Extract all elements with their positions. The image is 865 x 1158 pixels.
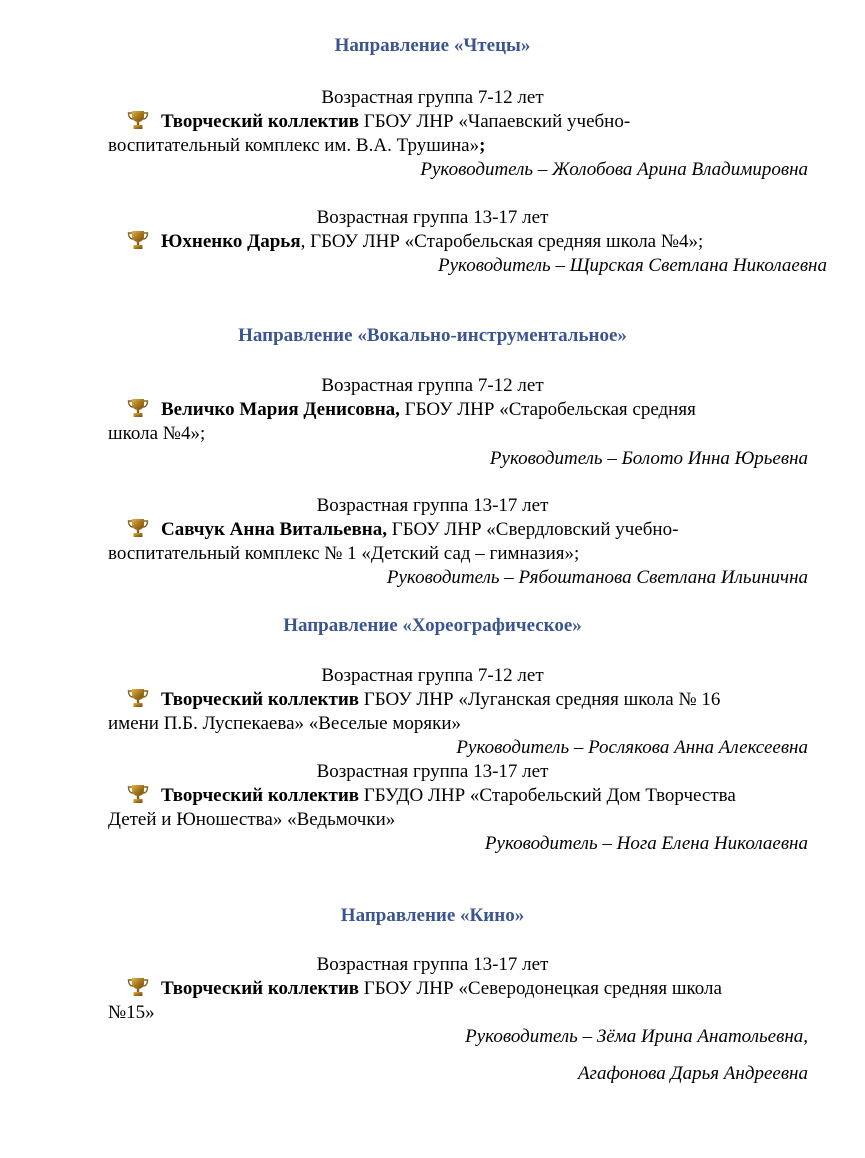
entry-line-2: №15» xyxy=(108,1002,155,1023)
entry-line xyxy=(127,230,703,254)
entry-line-2: воспитательный комплекс № 1 «Детский сад – гимназия»; xyxy=(108,543,580,564)
entry-line xyxy=(127,977,722,1001)
entry-name: Юхненко Дарья xyxy=(161,231,301,252)
age-group: Возрастная группа 13-17 лет xyxy=(316,495,549,516)
leader: Руководитель – Нога Елена Николаевна xyxy=(484,833,808,854)
entry-text: ГБОУ ЛНР «Чапаевский учебно- xyxy=(359,111,631,132)
entry-name: Величко Мария Денисовна, xyxy=(161,399,400,420)
section-heading: Направление «Кино» xyxy=(340,905,525,926)
entry-name: Творческий коллектив xyxy=(161,111,360,132)
entry-line xyxy=(127,518,678,542)
section-heading: Направление «Хореографическое» xyxy=(283,615,582,636)
entry-text: ГБОУ ЛНР «Луганская средняя школа № 16 xyxy=(359,689,721,710)
entry-line-2: школа №4»; xyxy=(108,423,206,444)
leader-2: Агафонова Дарья Андреевна xyxy=(577,1063,808,1084)
section-heading: Направление «Чтецы» xyxy=(334,35,531,56)
trophy-icon xyxy=(127,110,149,130)
age-group: Возрастная группа 7-12 лет xyxy=(321,665,544,686)
entry-text: ГБОУ ЛНР «Северодонецкая средняя школа xyxy=(359,978,722,999)
entry-line xyxy=(127,688,720,712)
entry-line-2: имени П.Б. Луспекаева» «Веселые моряки» xyxy=(108,713,462,734)
age-group: Возрастная группа 13-17 лет xyxy=(316,761,549,782)
trophy-icon xyxy=(127,784,149,804)
entry-line xyxy=(127,398,696,422)
entry-line-2 xyxy=(108,134,485,158)
age-group: Возрастная группа 13-17 лет xyxy=(316,954,549,975)
entry-name: Творческий коллектив xyxy=(161,689,360,710)
leader: Руководитель – Рослякова Анна Алексеевна xyxy=(456,737,808,758)
leader: Руководитель – Рябоштанова Светлана Ильинична xyxy=(386,567,808,588)
entry-name: Творческий коллектив xyxy=(161,785,360,806)
trophy-icon xyxy=(127,398,149,418)
leader: Руководитель – Щирская Светлана Николаевна xyxy=(438,255,827,276)
entry-text: ГБОУ ЛНР «Свердловский учебно- xyxy=(387,519,679,540)
leader: Руководитель – Жолобова Арина Владимировна xyxy=(420,159,808,180)
entry-line xyxy=(127,110,630,134)
entry-text: ГБУДО ЛНР «Старобельский Дом Творчества xyxy=(359,785,736,806)
entry-text: ГБОУ ЛНР «Старобельская средняя xyxy=(399,399,696,420)
age-group: Возрастная группа 13-17 лет xyxy=(316,207,549,228)
trophy-icon xyxy=(127,230,149,250)
entry-text: воспитательный комплекс им. В.А. Трушина» xyxy=(108,135,480,156)
trophy-icon xyxy=(127,977,149,997)
leader: Руководитель – Зёма Ирина Анатольевна, xyxy=(465,1026,808,1047)
trophy-icon xyxy=(127,518,149,538)
section-heading: Направление «Вокально-инструментальное» xyxy=(238,325,627,346)
age-group: Возрастная группа 7-12 лет xyxy=(321,87,544,108)
entry-line-2: Детей и Юношества» «Ведьмочки» xyxy=(108,809,396,830)
age-group: Возрастная группа 7-12 лет xyxy=(321,375,544,396)
entry-punct: ; xyxy=(479,135,486,156)
leader: Руководитель – Болото Инна Юрьевна xyxy=(489,448,808,469)
entry-name: Творческий коллектив xyxy=(161,978,360,999)
entry-name: Савчук Анна Витальевна, xyxy=(161,519,387,540)
trophy-icon xyxy=(127,688,149,708)
entry-line xyxy=(127,784,736,808)
entry-text: , ГБОУ ЛНР «Старобельская средняя школа №4»; xyxy=(300,231,704,252)
